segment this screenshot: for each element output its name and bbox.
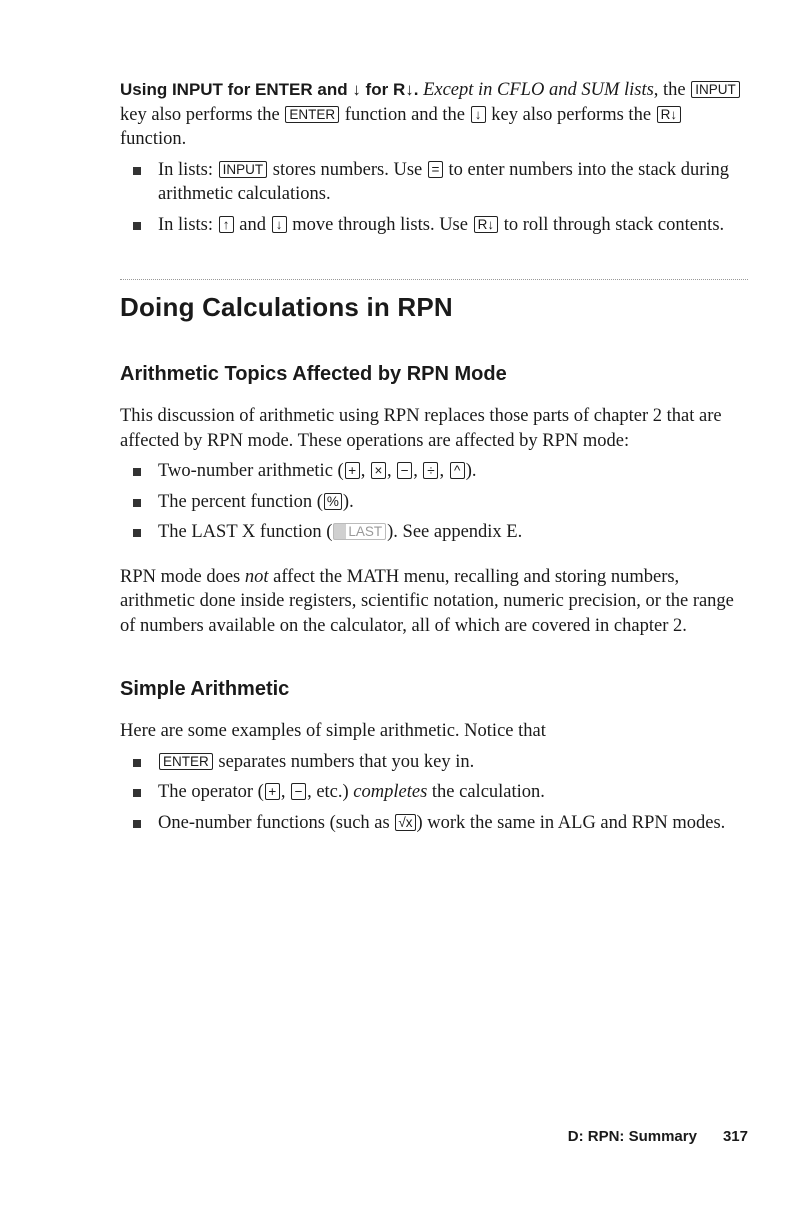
equals-key: = xyxy=(428,161,443,178)
list-item xyxy=(120,811,748,836)
simple-arith-bullet-list xyxy=(120,750,748,836)
bullet-text: In lists: xyxy=(158,159,213,180)
plus-key: + xyxy=(265,783,280,800)
bullet-text: move through lists. Use xyxy=(292,214,468,235)
input-key: INPUT xyxy=(219,161,268,178)
square-root-key: √x xyxy=(395,814,415,831)
arith-topics-bullet-list xyxy=(120,459,748,545)
bullet-text: One-number functions (such as xyxy=(158,812,390,833)
rpn-scope-paragraph xyxy=(120,565,748,639)
roll-down-key: R↓ xyxy=(657,106,682,123)
percent-key: % xyxy=(324,493,342,510)
bullet-text: , etc.) xyxy=(307,782,349,802)
divide-key: ÷ xyxy=(423,462,438,479)
paragraph-text: RPN mode does xyxy=(120,566,241,587)
emphasis-completes: completes xyxy=(353,782,428,802)
intro-text: key also performs the xyxy=(120,104,280,125)
plus-key: + xyxy=(345,462,360,479)
input-key: INPUT xyxy=(691,81,740,98)
page-footer xyxy=(120,1128,748,1145)
bullet-text: The LAST X function ( xyxy=(158,522,333,542)
bullet-text: separates numbers that you key in. xyxy=(218,751,475,772)
list-item xyxy=(120,158,748,207)
intro-text: , the xyxy=(653,80,686,100)
intro-heading: Using INPUT for ENTER and ↓ for R↓. xyxy=(120,80,419,99)
subsection-title-arith-topics: Arithmetic Topics Affected by RPN Mode xyxy=(120,363,507,385)
bullet-text: ) work the same in ALG and RPN modes. xyxy=(416,812,726,833)
intro-paragraph xyxy=(120,78,748,152)
bullet-text: The operator ( xyxy=(158,782,264,802)
section-divider xyxy=(120,279,748,280)
intro-text: function and the xyxy=(344,104,466,125)
bullet-text: stores numbers. Use xyxy=(272,159,423,180)
page-number: 317 xyxy=(722,1128,748,1145)
down-arrow-key: ↓ xyxy=(272,216,287,233)
list-item xyxy=(120,750,748,775)
last-x-key: LAST xyxy=(333,523,386,540)
down-arrow-key: ↓ xyxy=(471,106,486,123)
bullet-text: ). xyxy=(465,461,477,481)
bullet-text: and xyxy=(239,214,266,235)
spacer xyxy=(120,551,748,565)
enter-key: ENTER xyxy=(159,753,213,770)
bullet-text: to enter numbers into the stack during arithmetic calculations. xyxy=(158,159,730,204)
enter-key: ENTER xyxy=(285,106,339,123)
bullet-text: In lists: xyxy=(158,214,213,235)
power-key: ^ xyxy=(450,462,465,479)
list-item: Two-number arithmetic ( + , × , − , ÷ , ^ ). xyxy=(120,459,748,484)
list-item xyxy=(120,213,748,238)
bullet-text: The percent function ( xyxy=(158,491,323,512)
section-title: Doing Calculations in RPN xyxy=(120,292,453,322)
bullet-text: the calculation. xyxy=(431,782,545,802)
page-content xyxy=(120,78,748,841)
emphasis-not: not xyxy=(244,566,269,587)
list-item xyxy=(120,490,748,515)
arith-topics-paragraph: This discussion of arithmetic using RPN replaces those parts of chapter 2 that are affected by RPN mode. These operations are affected by RPN mode: xyxy=(120,406,722,451)
list-item: The operator ( + , − , etc.) completes the calculation. xyxy=(120,780,748,805)
footer-label: D: RPN: Summary xyxy=(567,1128,697,1145)
bullet-text: ). xyxy=(342,491,354,512)
spacer xyxy=(120,638,748,678)
intro-text: key also performs the xyxy=(491,104,652,125)
intro-bullet-list xyxy=(120,158,748,238)
bullet-text: ). See appendix E. xyxy=(387,522,523,542)
roll-down-key: R↓ xyxy=(474,216,499,233)
intro-text: function. xyxy=(120,129,187,149)
bullet-text: to roll through stack contents. xyxy=(503,214,725,235)
bullet-text: Two-number arithmetic ( xyxy=(158,461,344,481)
simple-arith-paragraph: Here are some examples of simple arithmetic. Notice that xyxy=(120,721,546,741)
multiply-key: × xyxy=(371,462,386,479)
paragraph-text: affect the MATH menu, recalling and storing numbers, arithmetic done inside registers, scientific notation, numeric precision, or the range of numbers available on the calculator, all of which are covered in chapter 2. xyxy=(120,566,734,636)
up-arrow-key: ↑ xyxy=(219,216,234,233)
subsection-title-simple-arith: Simple Arithmetic xyxy=(120,678,290,700)
intro-italic-lead: Except in CFLO and SUM lists xyxy=(423,80,654,100)
list-item xyxy=(120,520,748,545)
minus-key: − xyxy=(291,783,306,800)
minus-key: − xyxy=(397,462,412,479)
